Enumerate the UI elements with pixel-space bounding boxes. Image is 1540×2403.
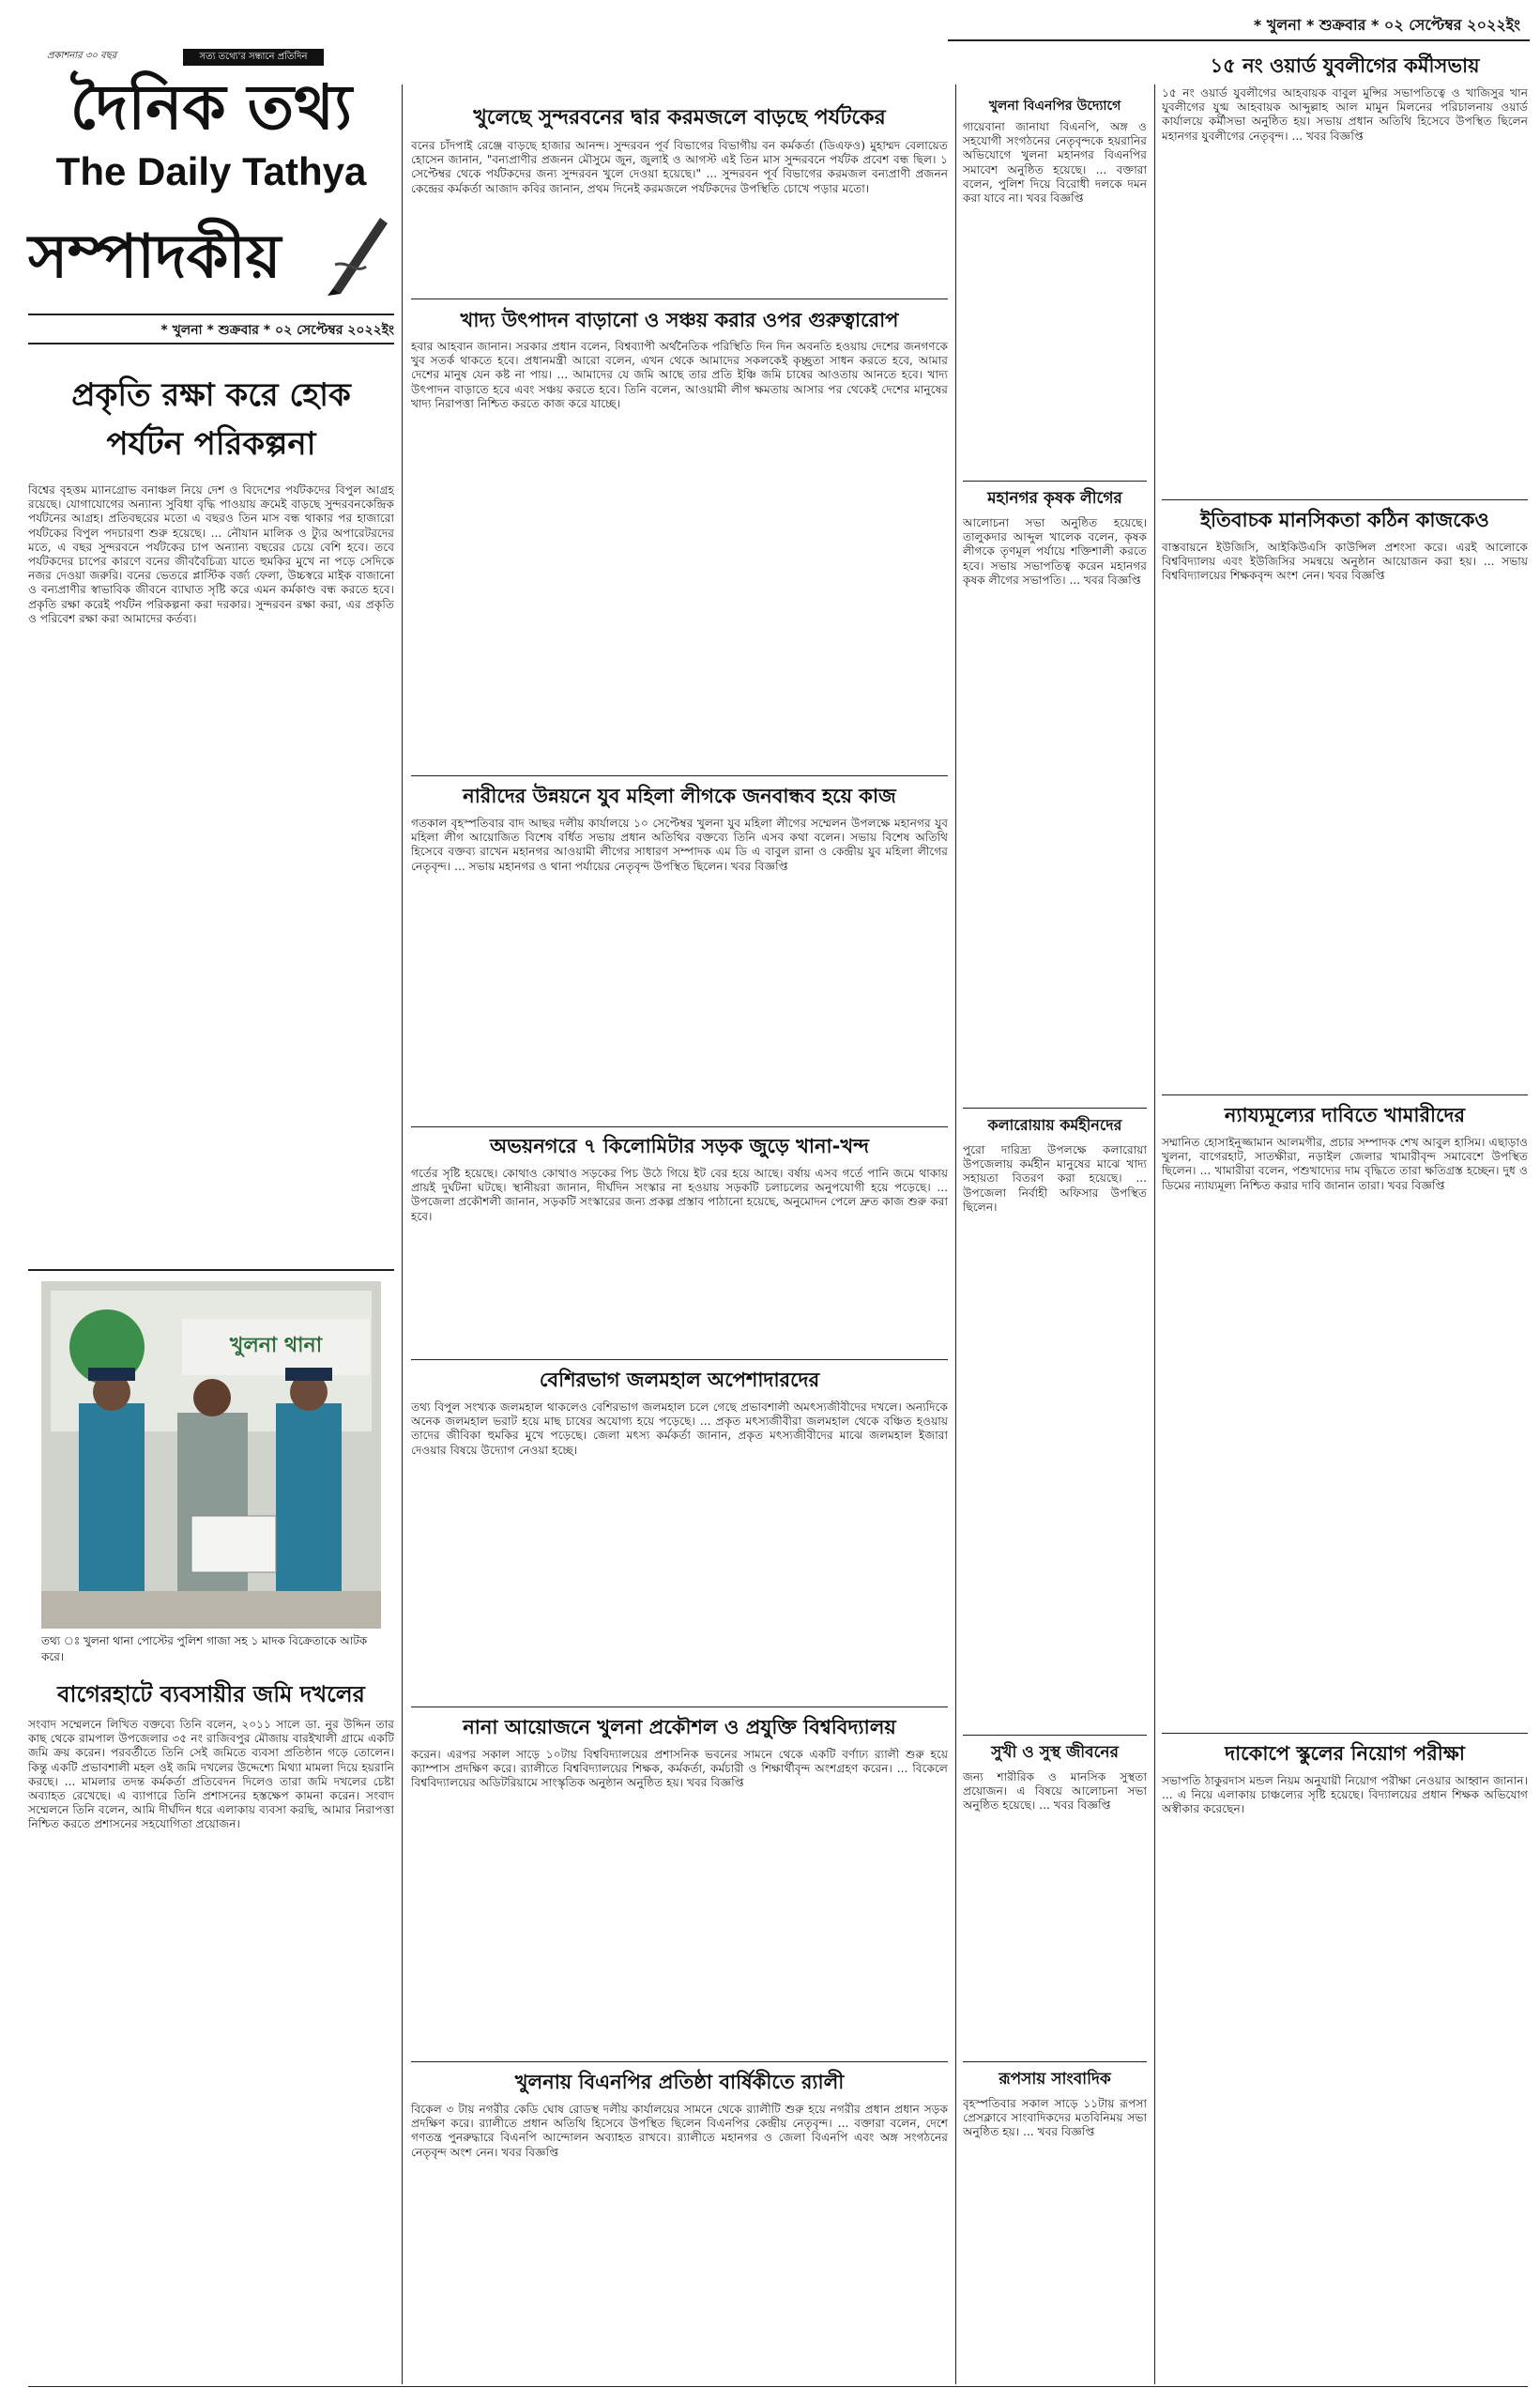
rupsha-headline: রূপসায় সাংবাদিক [999,2070,1111,2089]
page-dateline: * খুলনা * শুক্রবার * ০২ সেপ্টেম্বর ২০২২ইং [1253,16,1520,34]
history-headline: ইতিবাচক মানসিকতা কঠিন কাজকেও [1200,509,1489,531]
photo-caption: তথ্য ঃ খুলনা থানা পোস্টের পুলিশ গাজা সহ ১ মাদক বিক্রেতাকে আটক করে। [41,1634,368,1663]
masthead-tagline: সত্য তথ্যে'র সন্ধানে প্রতিদিন [183,49,324,66]
road-body: গর্তের সৃষ্টি হয়েছে। কোথাও কোথাও সড়কের পিচ উঠে গিয়ে ইট বের হয়ে আছে। বর্ষায় এসব গর্তে পানি জমে থাকায় প্রায়ই দুর্ঘটনা ঘটছে। স্থানীয়রা জানান, দীর্ঘদিন সংস্কার না হওয়ায় সড়কটি চলাচলের অনুপযোগী হয়ে পড়েছে। ... উপজেলা প্রকৌশলী জানান, সড়কটি সংস্কারের জন্য প্রকল্প প্রস্তাব পাঠানো হয়েছে, অনুমোদন পেলে দ্রুত কাজ শুরু করা হবে। [411,1167,948,1223]
bnp-khulna-headline: খুলনা বিএনপির উদ্যোগে [988,99,1121,114]
dakope-headline: দাকোপে স্কুলের নিয়োগ পরীক্ষা [1225,1742,1465,1765]
editorial-dateline: * খুলনা * শুক্রবার * ০২ সেপ্টেম্বর ২০২২ইং [160,323,394,338]
masthead-title-bn: দৈনিক তথ্য [69,70,353,144]
kalaroa-headline: কলারোয়ায় কর্মহীনদের [987,1116,1122,1134]
sundarban-headline: খুলেছে সুন্দরবনের দ্বার করমজলে বাড়ছে পর্যটকের [473,106,886,130]
food-body: হবার আহবান জানান। সরকার প্রধান বলেন, বিশ্বব্যাপী অর্থনৈতিক পরিস্থিতি দিন দিন অবনতি হওয়ায় দেশের জনগণকে খুব সতর্ক থাকতে হবে। প্রধানমন্ত্রী আরো বলেন, এখন থেকে আমাদের সকলকেই কৃচ্ছ্রতা সাধন করতে হবে, আমার দেশের মানুষ যেন কষ্ট না পায়। ... আমাদের যে জমি আছে তার প্রতি ইঞ্চি জমি চাষের আওতায় আনতে হবে। খাদ্য উৎপাদন বাড়াতে হবে এবং সঞ্চয় করতে হবে। তিনি বলেন, আওয়ামী লীগ ক্ষমতায় আসার পর থেকেই দেশের মানুষের খাদ্য নিরাপত্তা নিশ্চিত করতে কাজ করে যাচ্ছে। [411,340,948,410]
masthead [28,49,394,382]
kuet-body: করেন। এরপর সকাল সাড়ে ১০টায় বিশ্ববিদ্যালয়ের প্রশাসনিক ভবনের সামনে থেকে একটি বর্ণাঢ্য র‌্যালী শুরু হয়ে ক্যাম্পাস প্রদক্ষিণ করে। র‌্যালীতে বিশ্ববিদ্যালয়ের শিক্ষক, কর্মকর্তা, কর্মচারী ও শিক্ষার্থীবৃন্দ অংশগ্রহণ করেন। ... বিকেলে বিশ্ববিদ্যালয়ের অডিটরিয়ামে সাংস্কৃতিক অনুষ্ঠান অনুষ্ঠিত হয়। খবর বিজ্ঞপ্তি [411,1748,948,1790]
farmers-headline: ন্যায্যমূল্যের দাবিতে খামারীদের [1224,1104,1466,1126]
editorial-heading: সম্পাদকীয় [28,222,282,292]
sundarban-body: বনের চাঁদপাই রেঞ্জে বাড়ছে হাজার আনন্দ। সুন্দরবন পূর্ব বিভাগের বিভাগীয় বন কর্মকর্তা (ডিএফও) মুহাম্মদ বেলায়েত হোসেন জানান, "বন্যপ্রাণীর প্রজনন মৌসুমে জুন, জুলাই ও আগস্ট এই তিন মাস সুন্দরবনে পর্যটক প্রবেশ বন্ধ ছিল। ১ সেপ্টেম্বর থেকে পর্যটকদের জন্য সুন্দরবন খুলে দেওয়া হয়েছে।" ... সুন্দরবন পূর্ব বিভাগের করমজল বন্যপ্রাণী প্রজনন কেন্দ্রের কর্মকর্তা আজাদ কবির জানান, প্রথম দিনেই করমজলে পর্যটকদের উপস্থিতি চোখে পড়ার মতো। [411,139,948,195]
farmers-body: সম্মানিত হোসাইনুজ্জামান আলমগীর, প্রচার সম্পাদক শেখ আবুল হাসিম। এছাড়াও খুলনা, বাগেরহাট, সাতক্ষীরা, নড়াইল জেলার খামারীবৃন্দ সমাবেশে উপস্থিত ছিলেন। ... খামারীরা বলেন, পশুখাদ্যের দাম বৃদ্ধিতে তারা ক্ষতিগ্রস্ত হচ্ছেন। দুধ ও ডিমের ন্যায্যমূল্য নিশ্চিত করার দাবি জানান তারা। খবর বিজ্ঞপ্তি [1162,1136,1528,1192]
registration-label: প্রকাশনার ৩০ বছর [47,51,117,61]
bnp-rally-headline: খুলনায় বিএনপির প্রতিষ্ঠা বার্ষিকীতে র‌্যালী [514,2071,845,2093]
krishak-headline: মহানগর কৃষক লীগের [987,489,1122,508]
bagerhat-body: সংবাদ সম্মেলনে লিখিত বক্তব্যে তিনি বলেন, ২০১১ সালে ডা. নুর উদ্দিন তার কাছ থেকে রামপাল উপজেলার ৩৫ নং রাজিবপুর মৌজায় বারইখালী গ্রামে একটি জমি ক্রয় করেন। পরবর্তীতে তিনি সেই জমিতে ব্যবসা প্রতিষ্ঠান গড়ে তোলেন। কিন্তু একটি প্রভাবশালী মহল ওই জমি দখলের উদ্দেশ্যে মিথ্যা মামলা দিয়ে হয়রানি করছে। ... মামলার তদন্ত কর্মকর্তা প্রতিবেদন দিলেও তারা জমি দখলের চেষ্টা অব্যাহত রেখেছে। এ ব্যাপারে তিনি প্রশাসনের হস্তক্ষেপ কামনা করেন। সংবাদ সম্মেলনে তিনি বলেন, আমি দীর্ঘদিন ধরে এলাকায় ব্যবসা করছি, আমার নিরাপত্তা নিশ্চিত করতে প্রশাসনের সহযোগিতা প্রয়োজন। [28,1718,394,1831]
healthy-body: জন্য শারীরিক ও মানসিক সুস্থতা প্রয়োজন। এ বিষয়ে আলোচনা সভা অনুষ্ঠিত হয়েছে। ... খবর বিজ্ঞপ্তি [963,1770,1147,1813]
kuet-headline: নানা আয়োজনে খুলনা প্রকৌশল ও প্রযুক্তি বিশ্ববিদ্যালয় [463,1716,896,1738]
women-headline: নারীদের উন্নয়নে যুব মহিলা লীগকে জনবান্ধব হয়ে কাজ [463,785,896,807]
waterbody-headline: বেশিরভাগ জলমহাল অপেশাদারদের [539,1369,820,1391]
dakope-body: সভাপতি ঠাকুরদাস মন্ডল নিয়ম অনুযায়ী নিয়োগ পরীক্ষা নেওয়ার আহ্বান জানান। ... এ নিয়ে এলাকায় চাঞ্চল্যের সৃষ্টি হয়েছে। বিদ্যালয়ের প্রধান শিক্ষক অভিযোগ অস্বীকার করেছেন। [1162,1774,1528,1816]
road-headline: অভয়নগরে ৭ কিলোমিটার সড়ক জুড়ে খানা-খন্দ [490,1135,869,1157]
editorial-body: বিশ্বের বৃহত্তম ম্যানগ্রোভ বনাঞ্চল নিয়ে দেশ ও বিদেশের পর্যটকদের বিপুল আগ্রহ রয়েছে। যোগাযোগের অন্যান্য সুবিধা বৃদ্ধি পাওয়ায় ক্রমেই বাড়ছে সুন্দরবনকেন্দ্রিক পর্যটনের আগ্রহ। প্রতিবছরের মতো এ বছরও তিন মাস বন্ধ থাকার পর হাজারো পর্যটকের বিপুল পদচারণা শুরু হয়েছে। ... নৌযান মালিক ও ট্যুর অপারেটরদের মতে, এ বছর সুন্দরবনে পর্যটকের চাপ অন্যান্য বছরের চেয়ে বেশি হবে। তবে পর্যটকদের চাপের কারণে বনের জীববৈচিত্র্য যাতে হুমকির মুখে না পড়ে সেদিকে নজর দেওয়া জরুরি। বনের ভেতরে প্লাস্টিক বর্জ্য ফেলা, উচ্চস্বরে মাইক বাজানো ও বন্যপ্রাণীর স্বাভাবিক জীবনে ব্যাঘাত সৃষ্টি করে এমন কর্মকাণ্ড বন্ধ করতে হবে। প্রকৃতি রক্ষা করেই পর্যটন পরিকল্পনা করা দরকার। সুন্দরবন রক্ষা করা, এর প্রকৃতি ও পরিবেশ রক্ষা করা আমাদের কর্তব্য। [28,483,394,625]
bagerhat-headline: বাগেরহাটে ব্যবসায়ীর জমি দখলের [57,1681,365,1707]
food-headline: খাদ্য উৎপাদন বাড়ানো ও সঞ্চয় করার ওপর গুরুত্বারোপ [460,309,899,331]
krishak-body: আলোচনা সভা অনুষ্ঠিত হয়েছে। তালুকদার আব্দুল খালেক বলেন, কৃষক লীগকে তৃণমূল পর্যায়ে শক্তিশালী করতে হবে। সভায় সভাপতিত্ব করেন মহানগর কৃষক লীগের সভাপতি। ... খবর বিজ্ঞপ্তি [963,516,1147,587]
photo-banner-text: খুলনা থানা [229,1333,323,1357]
ward15-body: ১৫ নং ওয়ার্ড যুবলীগের আহবায়ক বাবুল মুন্সির সভাপতিত্বে ও খাজিসুর খান যুবলীগের যুগ্ম আহবায়ক আব্দুল্লাহ আল মামুন মিলনের পরিচালনায় ওয়ার্ড কার্যালয়ে কর্মীসভা অনুষ্ঠিত হয়। সভায় প্রধান অতিথি হিসেবে উপস্থিত ছিলেন মহানগর যুবলীগের নেতৃবৃন্দ। ... খবর বিজ্ঞপ্তি [1162,86,1528,143]
masthead-title-en: The Daily Tathya [55,149,367,193]
ward15-headline: ১৫ নং ওয়ার্ড যুবলীগের কর্মীসভায় [1210,54,1480,77]
editorial-headline: প্রকৃতি রক্ষা করে হোক পর্যটন পরিকল্পনা [71,376,351,463]
pen-icon [314,208,394,298]
bnp-rally-body: বিকেল ৩ টায় নগরীর কেডি ঘোষ রোডস্থ দলীয় কার্যালয়ের সামনে থেকে র‌্যালীটি শুরু হয়ে নগরীর প্রধান প্রধান সড়ক প্রদক্ষিণ করে। র‌্যালীতে প্রধান অতিথি হিসেবে উপস্থিত ছিলেন বিএনপির কেন্দ্রীয় নেতৃবৃন্দ। ... বক্তারা বলেন, দেশে গণতন্ত্র পুনরুদ্ধারে বিএনপি আন্দোলন অব্যাহত রাখবে। র‌্যালীতে মহানগর ও জেলা বিএনপি এবং অঙ্গ সংগঠনের নেতৃবৃন্দ অংশ নেন। খবর বিজ্ঞপ্তি [411,2103,948,2159]
rupsha-body: বৃহস্পতিবার সকাল সাড়ে ১১টায় রূপসা প্রেসক্লাবে সাংবাদিকদের মতবিনিময় সভা অনুষ্ঠিত হয়। ... খবর বিজ্ঞপ্তি [963,2097,1147,2139]
women-body: গতকাল বৃহস্পতিবার বাদ আছর দলীয় কার্যালয়ে ১০ সেপ্টেম্বর খুলনা যুব মহিলা লীগের সম্মেলন উপলক্ষে মহানগর যুব মহিলা লীগ আয়োজিত বিশেষ বর্ধিত সভায় প্রধান অতিথির বক্তব্যে তিনি এসব কথা বলেন। সভায় বিশেষ অতিথি হিসেবে বক্তব্য রাখেন মহানগর আওয়ামী লীগের সাধারণ সম্পাদক এম ডি এ বাবুল রানা ও কেন্দ্রীয় যুব মহিলা লীগের নেতৃবৃন্দ। ... সভায় মহানগর ও থানা পর্যায়ের নেতৃবৃন্দ উপস্থিত ছিলেন। খবর বিজ্ঞপ্তি [411,817,948,873]
news-photo [41,1281,381,1629]
kalaroa-body: পুরো দারিদ্র্য উপলক্ষে কলারোয়া উপজেলায় কর্মহীন মানুষের মাঝে খাদ্য সহায়তা বিতরণ করা হয়েছে। ... উপজেলা নির্বাহী অফিসার উপস্থিত ছিলেন। [963,1143,1147,1214]
waterbody-body: তথ্য বিপুল সংখ্যক জলমহাল থাকলেও বেশিরভাগ জলমহাল চলে গেছে প্রভাবশালী অমৎস্যজীবীদের দখলে। অন্যদিকে অনেক জলমহাল ভরাট হয়ে মাছ চাষের অযোগ্য হয়ে পড়েছে। ... প্রকৃত মৎস্যজীবীরা জলমহাল থেকে বঞ্চিত হওয়ায় তাদের জীবিকা হুমকির মুখে পড়েছে। জেলা মৎস্য কর্মকর্তা জানান, প্রকৃত মৎস্যজীবীদের মাঝে জলমহাল ইজারা দেওয়ার বিষয়ে উদ্যোগ নেওয়া হচ্ছে। [411,1400,948,1457]
healthy-headline: সুখী ও সুস্থ জীবনের [991,1743,1119,1762]
bnp-khulna-body: গায়েবানা জানাযা বিএনপি, অঙ্গ ও সহযোগী সংগঠনের নেতৃবৃন্দকে হয়রানির অভিযোগে খুলনা মহানগর বিএনপির সমাবেশ অনুষ্ঠিত হয়েছে। ... বক্তারা বলেন, পুলিশ দিয়ে বিরোধী দলকে দমন করা যাবে না। খবর বিজ্ঞপ্তি [963,120,1147,206]
history-body: বাস্তবায়নে ইউজিসি, আইকিউএসি কাউন্সিল প্রশংসা করে। এরই আলোকে বিশ্ববিদ্যালয় এবং ইউজিসির সমন্বয়ে অনুষ্ঠান আয়োজন করা হয়। ... সভায় বিশ্ববিদ্যালয়ের শিক্ষকবৃন্দ অংশ নেন। খবর বিজ্ঞপ্তি [1162,541,1528,583]
